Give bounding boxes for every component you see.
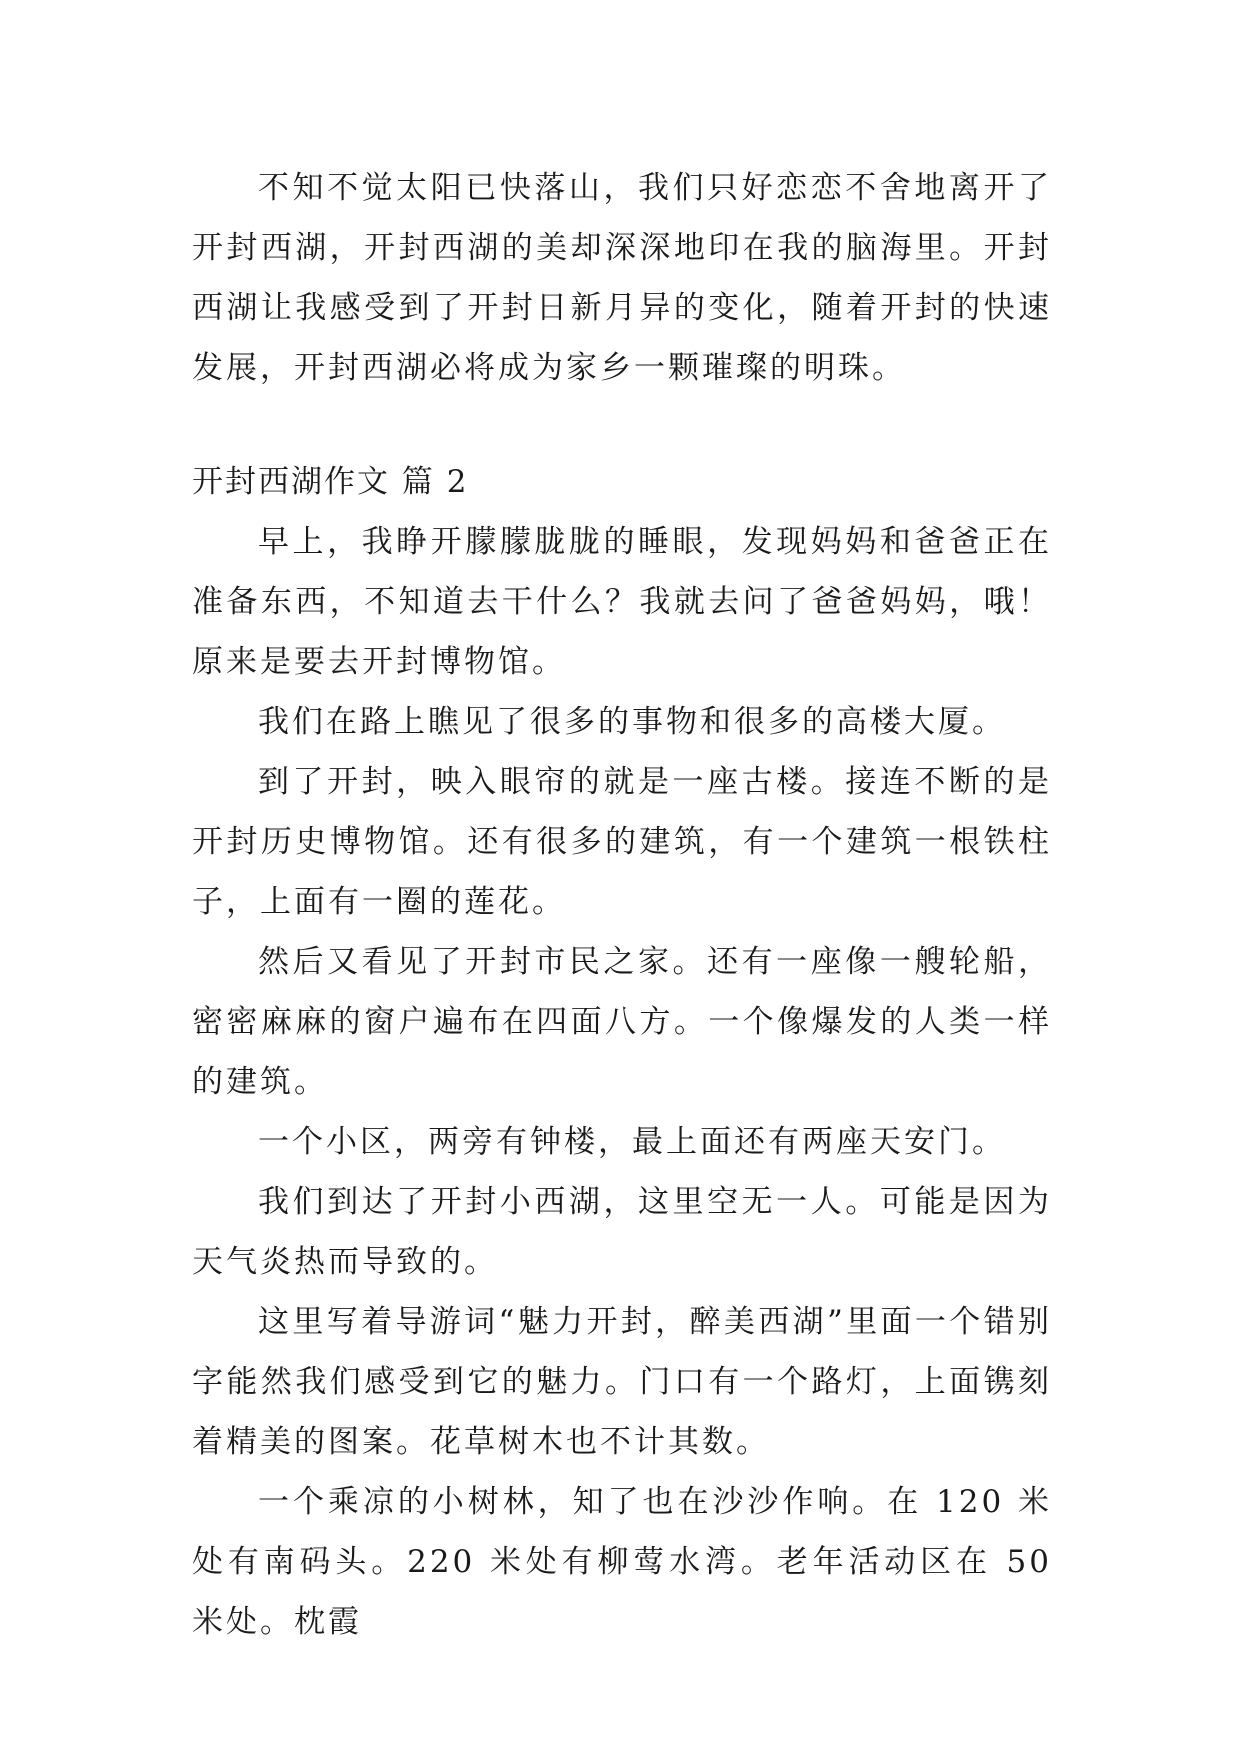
paragraph: 一个乘凉的小树林，知了也在沙沙作响。在 120 米处有南码头。220 米处有柳莺水湾。老年活动区在 50 米处。枕霞 <box>192 1484 1052 1640</box>
paragraph: 一个小区，两旁有钟楼，最上面还有两座天安门。 <box>258 1124 1006 1160</box>
document-body <box>192 158 1052 1652</box>
section-heading: 开封西湖作文 篇 2 <box>192 464 469 500</box>
paragraph: 我们在路上瞧见了很多的事物和很多的高楼大厦。 <box>258 704 1006 740</box>
paragraph: 这里写着导游词“魅力开封，醉美西湖”里面一个错别字能然我们感受到它的魅力。门口有一个路灯，上面镌刻着精美的图案。花草树木也不计其数。 <box>192 1304 1052 1460</box>
paragraph: 我们到达了开封小西湖，这里空无一人。可能是因为天气炎热而导致的。 <box>192 1184 1052 1280</box>
paragraph: 不知不觉太阳已快落山，我们只好恋恋不舍地离开了开封西湖，开封西湖的美却深深地印在我的脑海里。开封西湖让我感受到了开封日新月异的变化，随着开封的快速发展，开封西湖必将成为家乡一颗璀璨的明珠。 <box>192 170 1052 386</box>
paragraph: 早上，我睁开朦朦胧胧的睡眼，发现妈妈和爸爸正在准备东西，不知道去干什么？我就去问了爸爸妈妈，哦！原来是要去开封博物馆。 <box>192 524 1052 680</box>
paragraph: 然后又看见了开封市民之家。还有一座像一艘轮船，密密麻麻的窗户遍布在四面八方。一个像爆发的人类一样的建筑。 <box>192 944 1052 1100</box>
paragraph: 到了开封，映入眼帘的就是一座古楼。接连不断的是开封历史博物馆。还有很多的建筑，有一个建筑一根铁柱子，上面有一圈的莲花。 <box>192 764 1052 920</box>
